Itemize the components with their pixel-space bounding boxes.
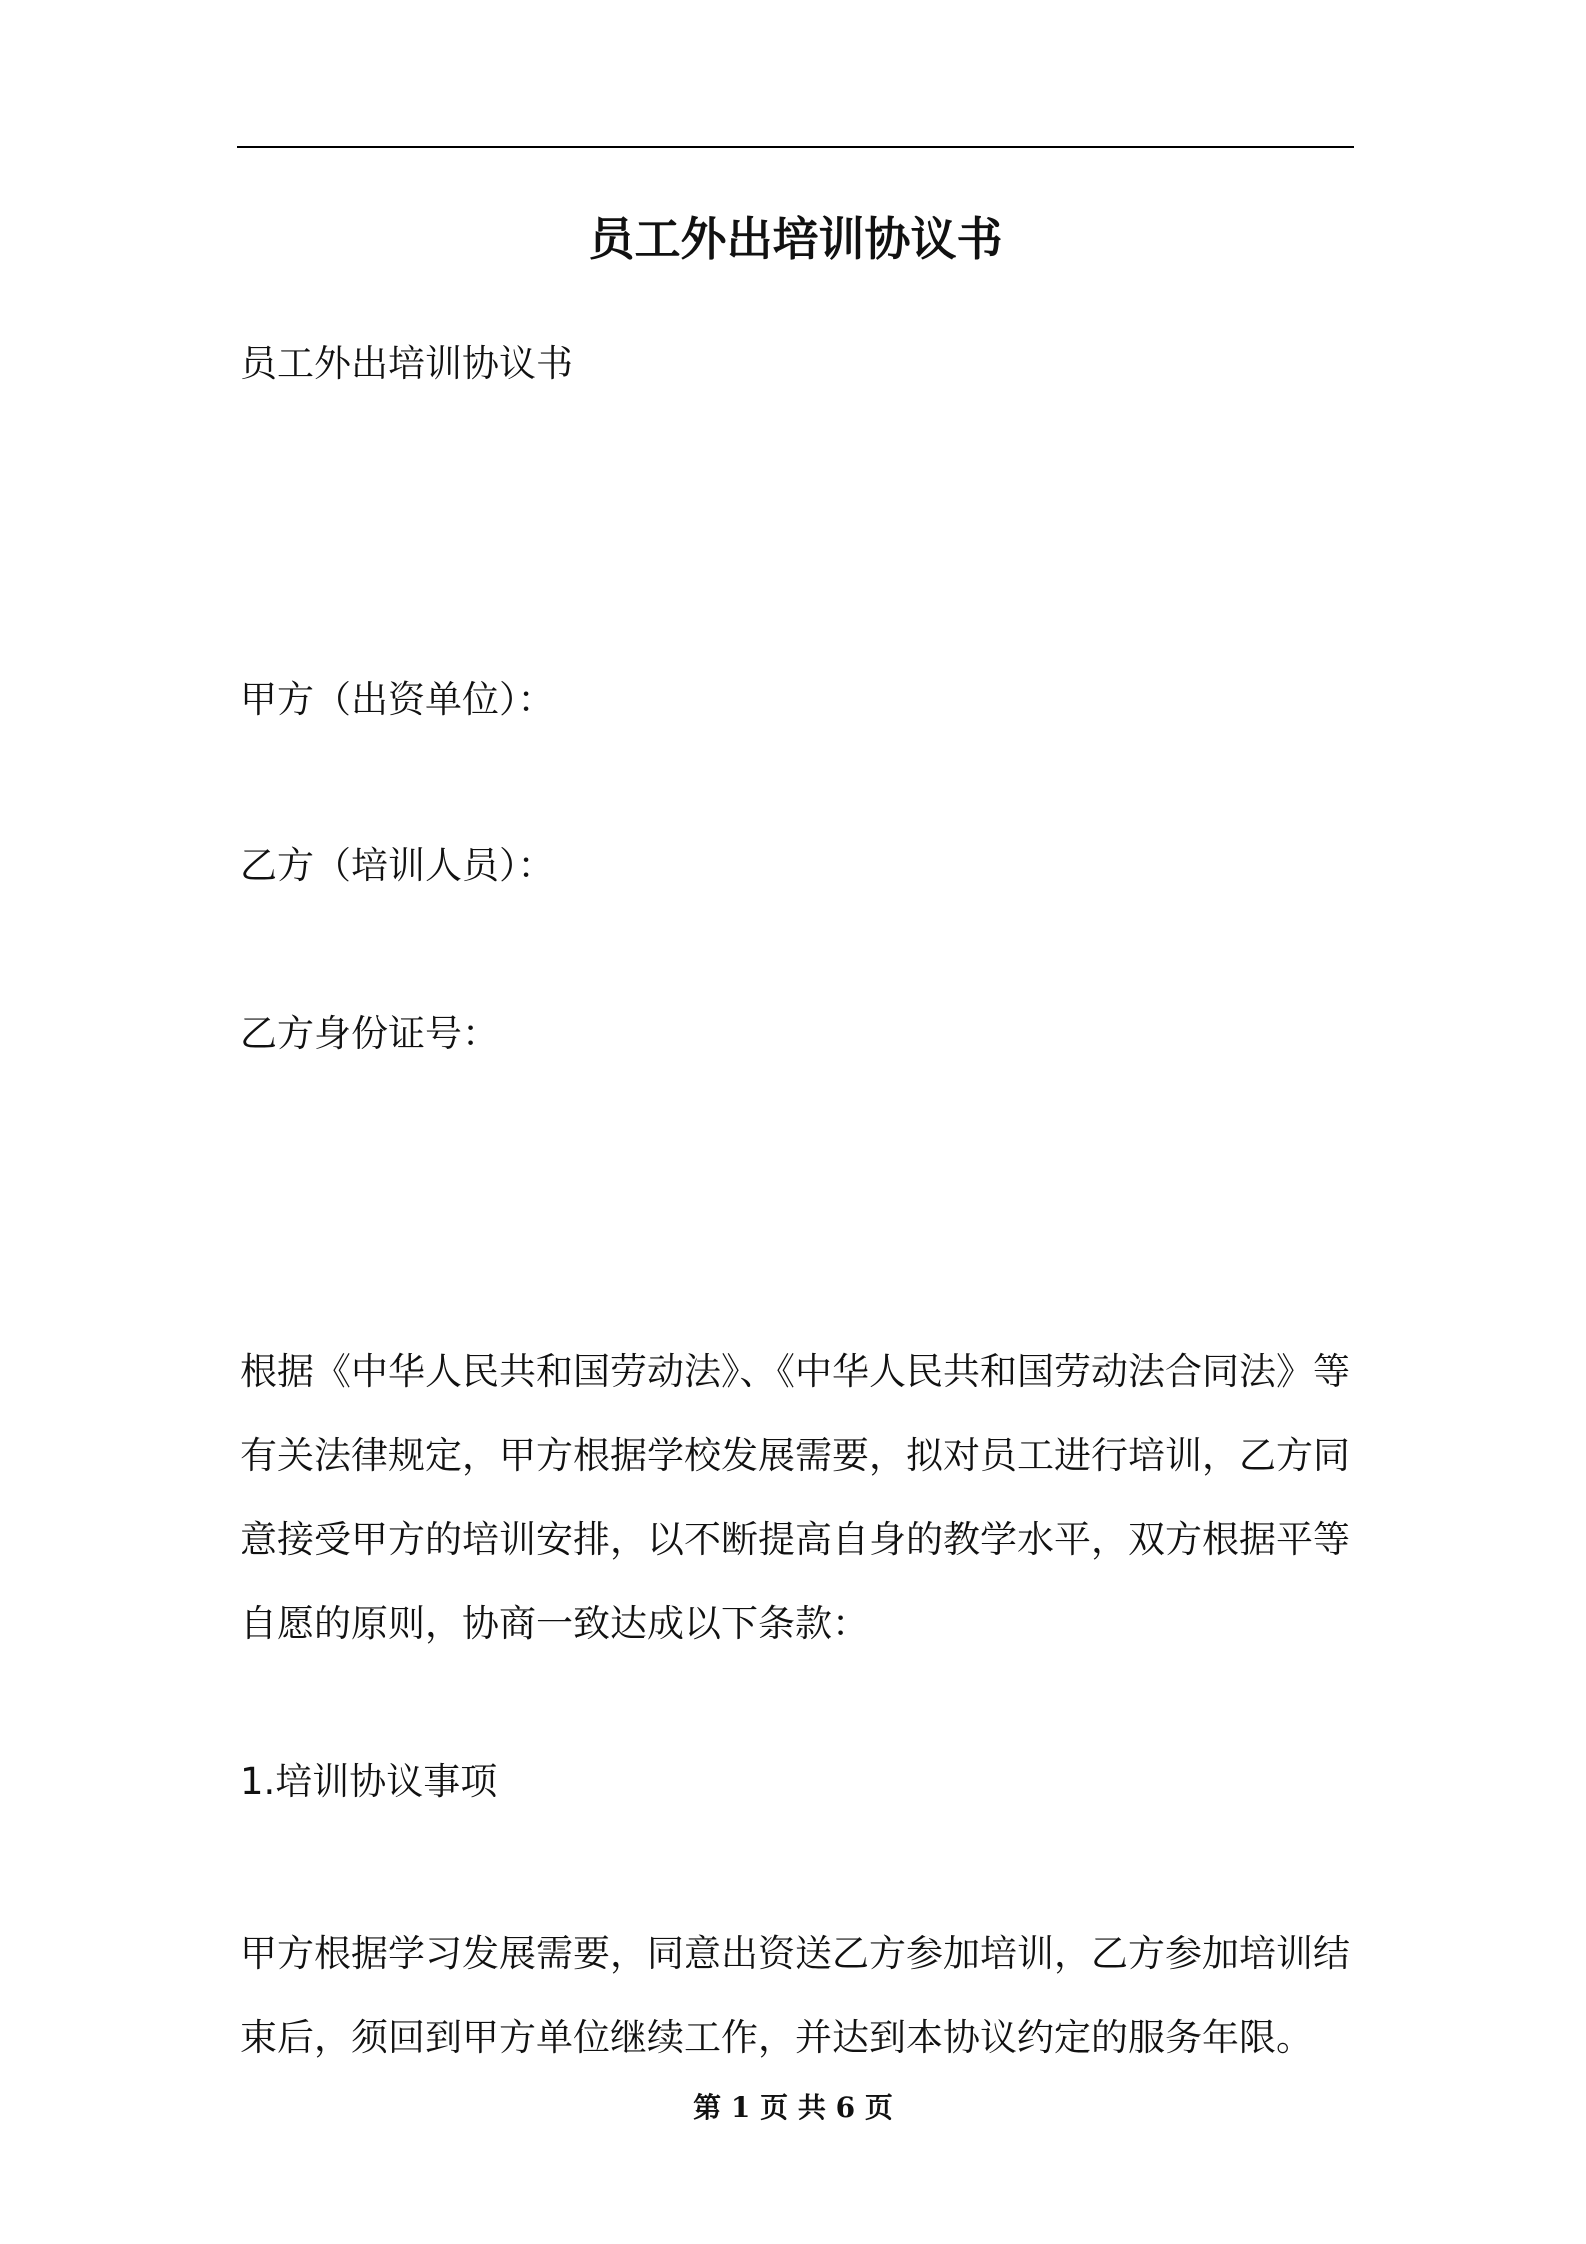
document-title: 员工外出培训协议书: [588, 212, 1003, 266]
page-number-footer: 第 1 页 共 6 页: [693, 2091, 893, 2124]
header-rule: [237, 146, 1354, 148]
party-b-field: 乙方（培训人员）：: [240, 844, 555, 887]
section-1-heading: 1.培训协议事项: [240, 1760, 498, 1803]
section-1-line: 甲方根据学习发展需要，同意出资送乙方参加培训，乙方参加培训结: [240, 1932, 1350, 1975]
preamble-line: 有关法律规定，甲方根据学校发展需要，拟对员工进行培训，乙方同: [240, 1434, 1350, 1477]
party-b-id-field: 乙方身份证号：: [240, 1012, 499, 1055]
section-1-paragraph: [240, 1912, 1360, 2080]
preamble-paragraph: [240, 1330, 1360, 1666]
party-a-field: 甲方（出资单位）：: [240, 678, 555, 721]
section-1-line: 束后，须回到甲方单位继续工作，并达到本协议约定的服务年限。: [240, 2016, 1313, 2059]
preamble-line: 根据《中华人民共和国劳动法》、《中华人民共和国劳动法合同法》等: [240, 1350, 1350, 1393]
document-subtitle: 员工外出培训协议书: [240, 342, 573, 385]
preamble-line: 自愿的原则，协商一致达成以下条款：: [240, 1602, 869, 1645]
preamble-line: 意接受甲方的培训安排，以不断提高自身的教学水平，双方根据平等: [240, 1518, 1350, 1561]
